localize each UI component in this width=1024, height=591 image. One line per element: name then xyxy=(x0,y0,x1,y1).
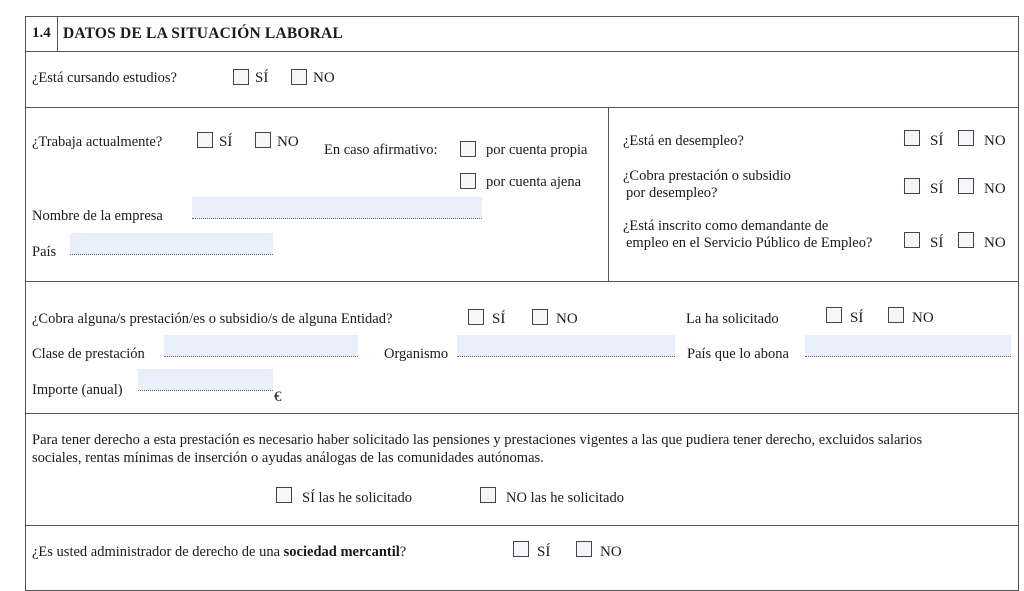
own-account-checkbox[interactable] xyxy=(460,141,476,157)
requested-pensions-no-label: NO las he solicitado xyxy=(506,490,624,506)
work-question: ¿Trabaja actualmente? xyxy=(32,134,163,150)
unemployed-question: ¿Está en desempleo? xyxy=(623,133,744,149)
requested-label: La ha solicitado xyxy=(686,311,779,327)
section-number: 1.4 xyxy=(32,25,51,41)
company-admin-question-bold: sociedad mercantil xyxy=(283,544,400,560)
benefit-no-label: NO xyxy=(984,181,1006,197)
unemployed-no-label: NO xyxy=(984,133,1006,149)
work-no-checkbox[interactable] xyxy=(255,132,271,148)
company-admin-no-checkbox[interactable] xyxy=(576,541,592,557)
labor-situation-form xyxy=(25,16,1019,591)
work-country-field[interactable] xyxy=(70,233,273,255)
euro-symbol: € xyxy=(274,389,282,405)
entity-benefit-no-checkbox[interactable] xyxy=(532,309,548,325)
unemployed-yes-label: SÍ xyxy=(930,133,944,149)
company-admin-question-prefix: ¿Es usted administrador de derecho de una xyxy=(32,544,284,560)
row-divider xyxy=(26,281,1018,282)
registered-question-line1: ¿Está inscrito como demandante de xyxy=(623,218,829,234)
benefit-no-checkbox[interactable] xyxy=(958,178,974,194)
requested-yes-checkbox[interactable] xyxy=(826,307,842,323)
company-admin-question-suffix: ? xyxy=(399,544,407,560)
unemployed-no-checkbox[interactable] xyxy=(958,130,974,146)
amount-label: Importe (anual) xyxy=(32,382,123,398)
benefit-class-label: Clase de prestación xyxy=(32,346,145,362)
right-text-line1: Para tener derecho a esta prestación es necesario haber solicitado las pensiones y prestaciones vigentes a las que pudiera tener derecho, excluidos salarios xyxy=(32,432,923,448)
work-yes-label: SÍ xyxy=(219,134,233,150)
row-divider xyxy=(26,51,1018,52)
entity-benefit-question: ¿Cobra alguna/s prestación/es o subsidio/s de alguna Entidad? xyxy=(32,311,393,327)
paying-country-label: País que lo abona xyxy=(687,346,789,362)
annual-amount-field[interactable] xyxy=(138,369,273,391)
work-yes-checkbox[interactable] xyxy=(197,132,213,148)
header-divider xyxy=(57,17,58,51)
studies-yes-checkbox[interactable] xyxy=(233,69,249,85)
entity-benefit-yes-checkbox[interactable] xyxy=(468,309,484,325)
benefit-yes-label: SÍ xyxy=(930,181,944,197)
requested-yes-label: SÍ xyxy=(850,310,864,326)
company-label: Nombre de la empresa xyxy=(32,208,163,224)
section-title: DATOS DE LA SITUACIÓN LABORAL xyxy=(63,25,343,42)
work-if-yes-label: En caso afirmativo: xyxy=(324,142,438,158)
row-divider xyxy=(26,107,1018,108)
country-label: País xyxy=(32,244,57,260)
registered-question-line2: empleo en el Servicio Público de Empleo? xyxy=(626,235,873,251)
requested-pensions-no-checkbox[interactable] xyxy=(480,487,496,503)
company-admin-question xyxy=(32,544,406,561)
benefit-yes-checkbox[interactable] xyxy=(904,178,920,194)
unemployed-yes-checkbox[interactable] xyxy=(904,130,920,146)
company-admin-yes-checkbox[interactable] xyxy=(513,541,529,557)
benefit-class-field[interactable] xyxy=(164,335,358,357)
company-admin-no-label: NO xyxy=(600,544,622,560)
row-divider xyxy=(26,413,1018,414)
row-divider xyxy=(26,525,1018,526)
right-text-line2: sociales, rentas mínimas de inserción o ayudas análogas de las comunidades autónomas. xyxy=(32,450,544,466)
registered-no-label: NO xyxy=(984,235,1006,251)
benefit-question-line1: ¿Cobra prestación o subsidio xyxy=(623,168,791,184)
other-account-checkbox[interactable] xyxy=(460,173,476,189)
studies-yes-label: SÍ xyxy=(255,70,269,86)
company-name-field[interactable] xyxy=(192,197,482,219)
paying-country-field[interactable] xyxy=(805,335,1011,357)
requested-pensions-yes-checkbox[interactable] xyxy=(276,487,292,503)
requested-no-label: NO xyxy=(912,310,934,326)
studies-no-label: NO xyxy=(313,70,335,86)
registered-yes-label: SÍ xyxy=(930,235,944,251)
registered-no-checkbox[interactable] xyxy=(958,232,974,248)
requested-no-checkbox[interactable] xyxy=(888,307,904,323)
requested-pensions-yes-label: SÍ las he solicitado xyxy=(302,490,412,506)
column-divider xyxy=(608,107,609,281)
entity-benefit-yes-label: SÍ xyxy=(492,311,506,327)
organism-field[interactable] xyxy=(457,335,675,357)
benefit-question-line2: por desempleo? xyxy=(626,185,718,201)
company-admin-yes-label: SÍ xyxy=(537,544,551,560)
studies-no-checkbox[interactable] xyxy=(291,69,307,85)
own-account-label: por cuenta propia xyxy=(486,142,588,158)
other-account-label: por cuenta ajena xyxy=(486,174,582,190)
entity-benefit-no-label: NO xyxy=(556,311,578,327)
organism-label: Organismo xyxy=(384,346,449,362)
studies-question: ¿Está cursando estudios? xyxy=(32,70,177,86)
work-no-label: NO xyxy=(277,134,299,150)
registered-yes-checkbox[interactable] xyxy=(904,232,920,248)
